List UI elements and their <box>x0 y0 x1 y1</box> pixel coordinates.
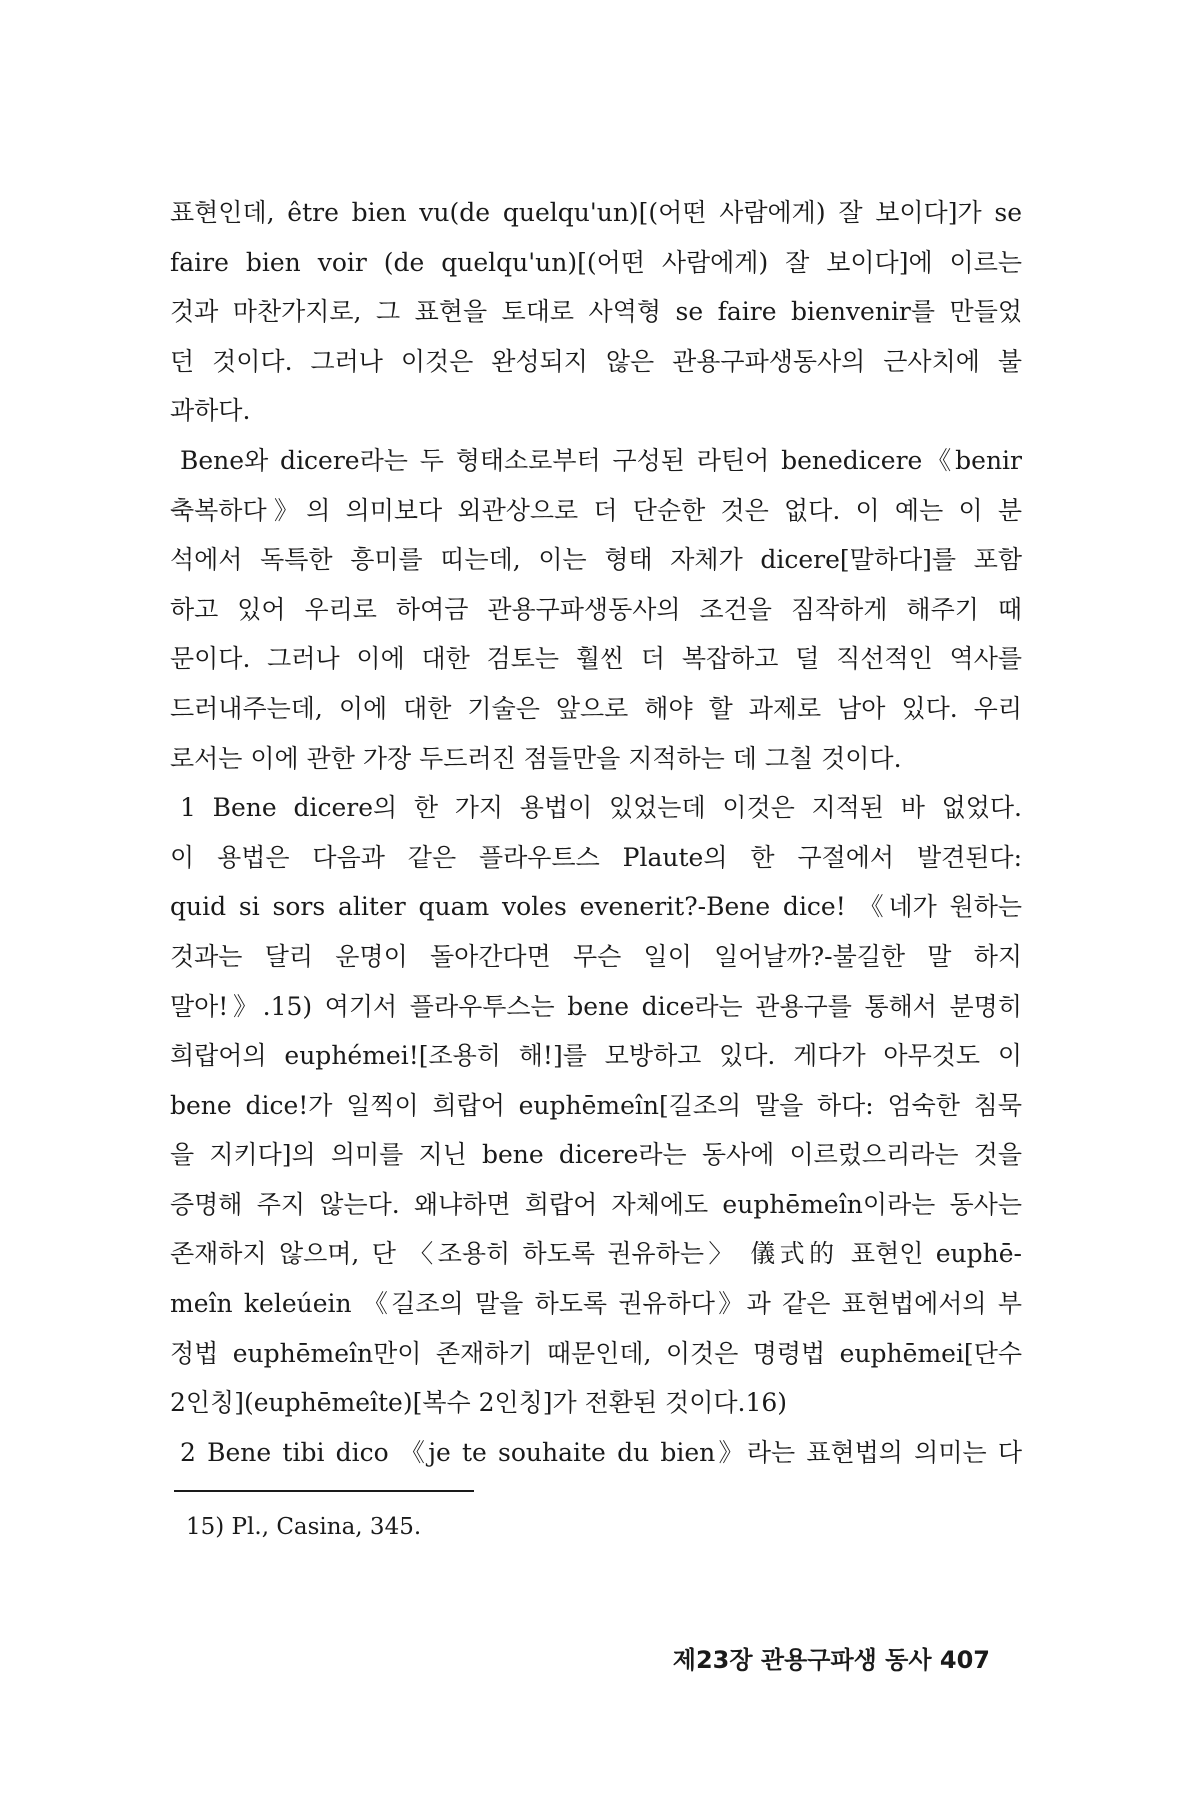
text-line: 2인칭](euphēmeîte)[복수 2인칭]가 전환된 것이다.16) <box>170 1388 788 1418</box>
text-line: 말아!》.15) 여기서 플라우투스는 bene dice라는 관용구를 통해서 분명히 <box>170 991 1022 1021</box>
text-line: 정법 euphēmeîn만이 존재하기 때문인데, 이것은 명령법 euphēmei[단수 <box>170 1338 1022 1368</box>
running-footer: 제23장 관용구파생 동사 407 <box>672 1646 990 1674</box>
text-line: faire bien voir (de quelqu'un)[(어떤 사람에게) 잘 보이다]에 이르는 <box>170 247 1022 277</box>
text-line: 축복하다》의 의미보다 외관상으로 더 단순한 것은 없다. 이 예는 이 분 <box>170 495 1022 525</box>
text-line: 과하다. <box>170 396 251 426</box>
text-line: 하고 있어 우리로 하여금 관용구파생동사의 조건을 짐작하게 해주기 때 <box>170 594 1022 624</box>
text-line: 것과 마찬가지로, 그 표현을 토대로 사역형 se faire bienvenir를 만들었 <box>170 297 1022 327</box>
text-line: quid si sors aliter quam voles evenerit?-Bene dice! 《네가 원하는 <box>170 892 1022 922</box>
text-line: 던 것이다. 그러나 이것은 완성되지 않은 관용구파생동사의 근사치에 불 <box>170 346 1022 376</box>
text-line: meîn keleúein 《길조의 말을 하도록 권유하다》과 같은 표현법에서의 부 <box>170 1289 1022 1319</box>
text-line: 로서는 이에 관한 가장 두드러진 점들만을 지적하는 데 그칠 것이다. <box>170 743 902 773</box>
text-line: 희랍어의 euphémei![조용히 해!]를 모방하고 있다. 게다가 아무것도 이 <box>170 1041 1022 1071</box>
text-line: 드러내주는데, 이에 대한 기술은 앞으로 해야 할 과제로 남아 있다. 우리 <box>170 693 1022 723</box>
text-line: 2 Bene tibi dico 《je te souhaite du bien》라는 표현법의 의미는 다 <box>180 1437 1022 1467</box>
body-text <box>170 188 1022 1477</box>
text-line: 표현인데, être bien vu(de quelqu'un)[(어떤 사람에게) 잘 보이다]가 se <box>170 198 1022 227</box>
text-line: 증명해 주지 않는다. 왜냐하면 희랍어 자체에도 euphēmeîn이라는 동사는 <box>170 1189 1022 1219</box>
text-line: bene dice!가 일찍이 희랍어 euphēmeîn[길조의 말을 하다: 엄숙한 침묵 <box>170 1090 1022 1120</box>
footnote: 15) Pl., Casina, 345. <box>186 1514 422 1540</box>
text-line: 석에서 독특한 흥미를 띠는데, 이는 형태 자체가 dicere[말하다]를 포함 <box>170 545 1022 575</box>
text-line: Bene와 dicere라는 두 형태소로부터 구성된 라틴어 benedicere《benir <box>180 445 1022 475</box>
text-line: 문이다. 그러나 이에 대한 검토는 훨씬 더 복잡하고 덜 직선적인 역사를 <box>170 644 1022 674</box>
text-line: 을 지키다]의 의미를 지닌 bene dicere라는 동사에 이르렀으리라는 것을 <box>170 1140 1022 1170</box>
text-line: 1 Bene dicere의 한 가지 용법이 있었는데 이것은 지적된 바 없었다. <box>180 793 1022 823</box>
text-line: 존재하지 않으며, 단 〈조용히 하도록 권유하는〉 儀式的 표현인 euphē- <box>170 1239 1022 1269</box>
footnote-divider <box>174 1490 474 1492</box>
text-line: 이 용법은 다음과 같은 플라우트스 Plaute의 한 구절에서 발견된다: <box>170 842 1022 872</box>
text-line: 것과는 달리 운명이 돌아간다면 무슨 일이 일어날까?-불길한 말 하지 <box>170 941 1022 971</box>
